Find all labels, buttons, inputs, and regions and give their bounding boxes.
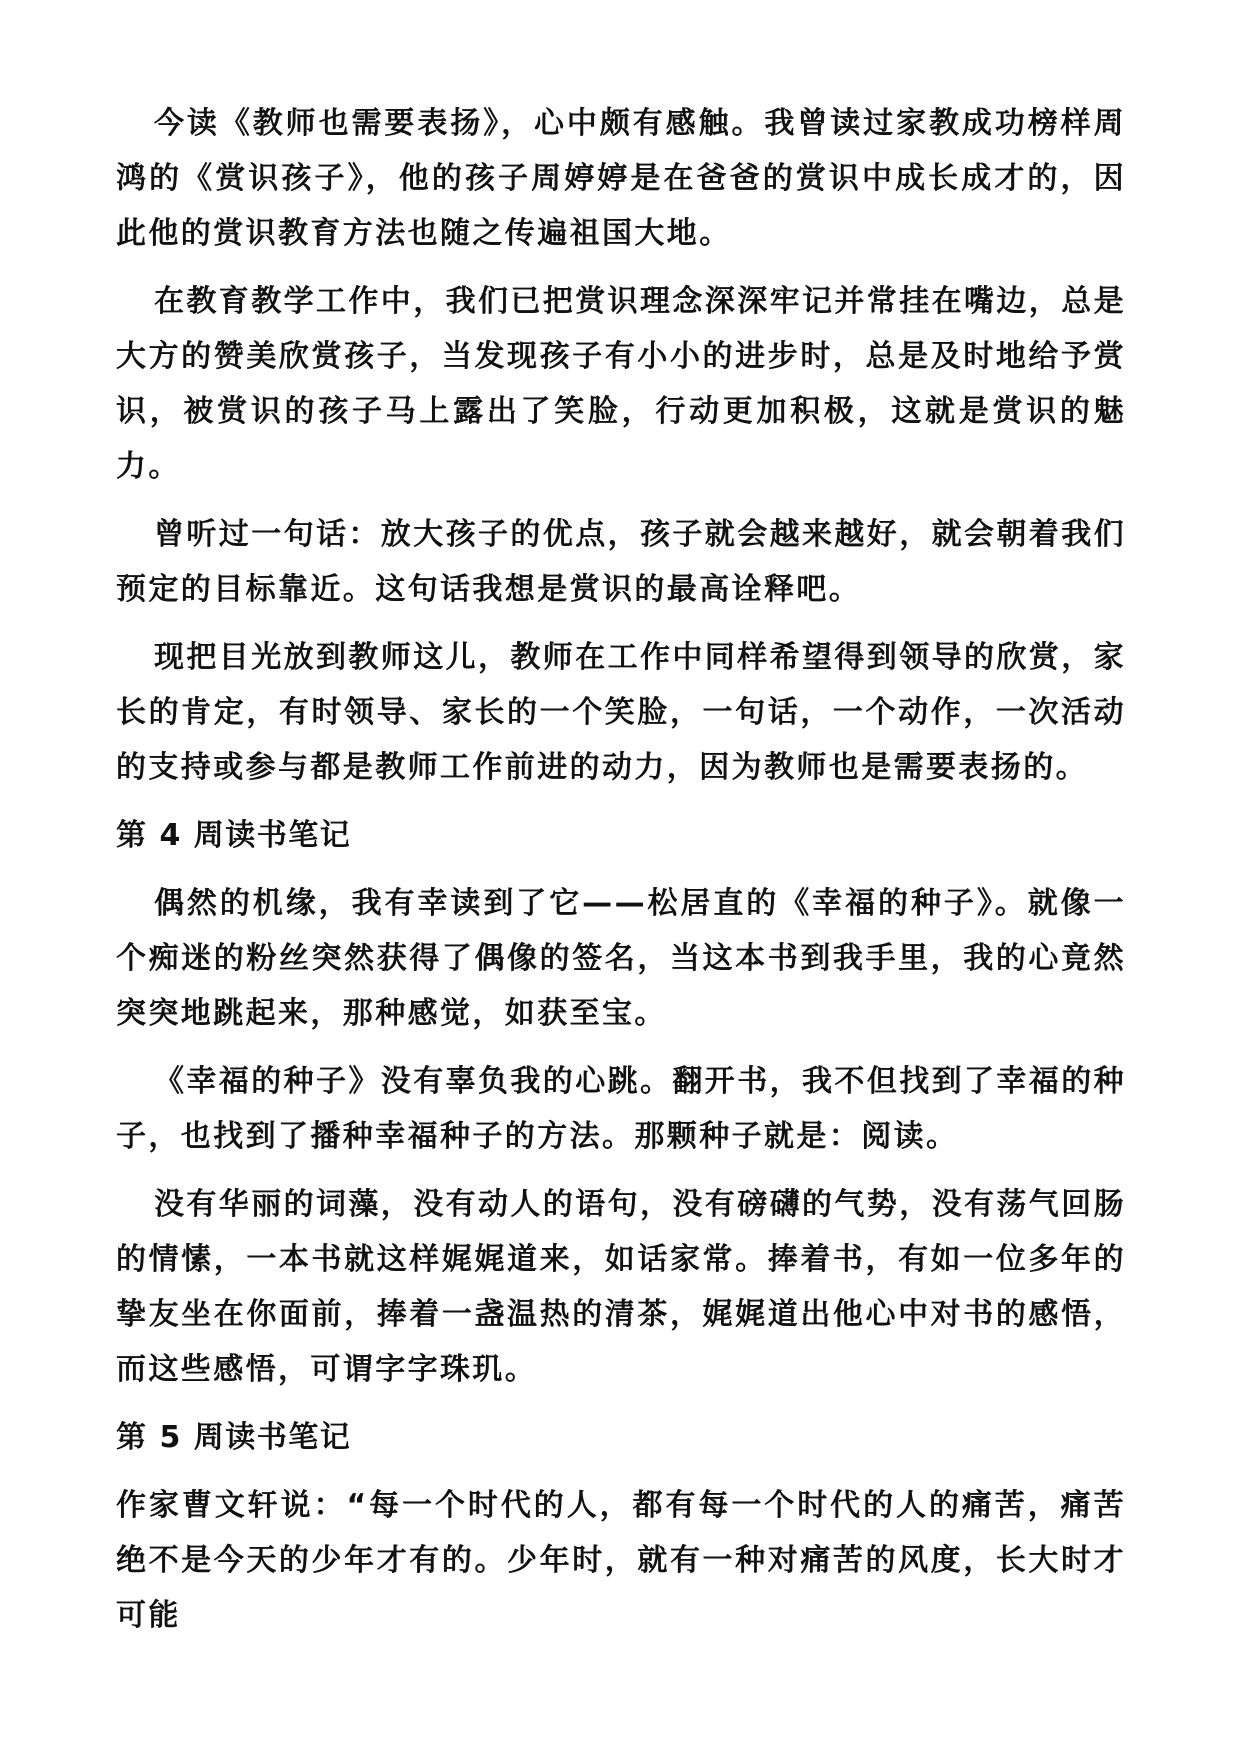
paragraph-1: 今读《教师也需要表扬》，心中颇有感触。我曾读过家教成功榜样周鸿的《赏识孩子》，他的孩子周婷婷是在爸爸的赏识中成长成才的，因此他的赏识教育方法也随之传遍祖国大地。 xyxy=(116,106,1126,251)
paragraph-8: 作家曹文轩说：“每一个时代的人，都有每一个时代的人的痛苦，痛苦绝不是今天的少年才有的。少年时，就有一种对痛苦的风度，长大时才可能 xyxy=(116,1488,1126,1633)
paragraph-6: 《幸福的种子》没有辜负我的心跳。翻开书，我不但找到了幸福的种子，也找到了播种幸福种子的方法。那颗种子就是：阅读。 xyxy=(116,1064,1126,1154)
paragraph-5: 偶然的机缘，我有幸读到了它——松居直的《幸福的种子》。就像一个痴迷的粉丝突然获得了偶像的签名，当这本书到我手里，我的心竟然突突地跳起来，那种感觉，如获至宝。 xyxy=(116,886,1126,1031)
paragraph-4: 现把目光放到教师这儿，教师在工作中同样希望得到领导的欣赏，家长的肯定，有时领导、家长的一个笑脸，一句话，一个动作，一次活动的支持或参与都是教师工作前进的动力，因为教师也是需要表扬的。 xyxy=(116,640,1126,785)
section-heading-week-4: 第 4 周读书笔记 xyxy=(116,818,352,853)
paragraph-3: 曾听过一句话：放大孩子的优点，孩子就会越来越好，就会朝着我们预定的目标靠近。这句话我想是赏识的最高诠释吧。 xyxy=(116,517,1126,607)
section-heading-week-5: 第 5 周读书笔记 xyxy=(116,1420,352,1455)
paragraph-2: 在教育教学工作中，我们已把赏识理念深深牢记并常挂在嘴边，总是大方的赞美欣赏孩子，当发现孩子有小小的进步时，总是及时地给予赏识，被赏识的孩子马上露出了笑脸，行动更加积极，这就是赏识的魅力。 xyxy=(116,284,1126,484)
document-page xyxy=(116,96,1126,1656)
paragraph-7: 没有华丽的词藻，没有动人的语句，没有磅礴的气势，没有荡气回肠的情愫，一本书就这样娓娓道来，如话家常。捧着书，有如一位多年的挚友坐在你面前，捧着一盏温热的清茶，娓娓道出他心中对书的感悟，而这些感悟，可谓字字珠玑。 xyxy=(116,1187,1126,1387)
